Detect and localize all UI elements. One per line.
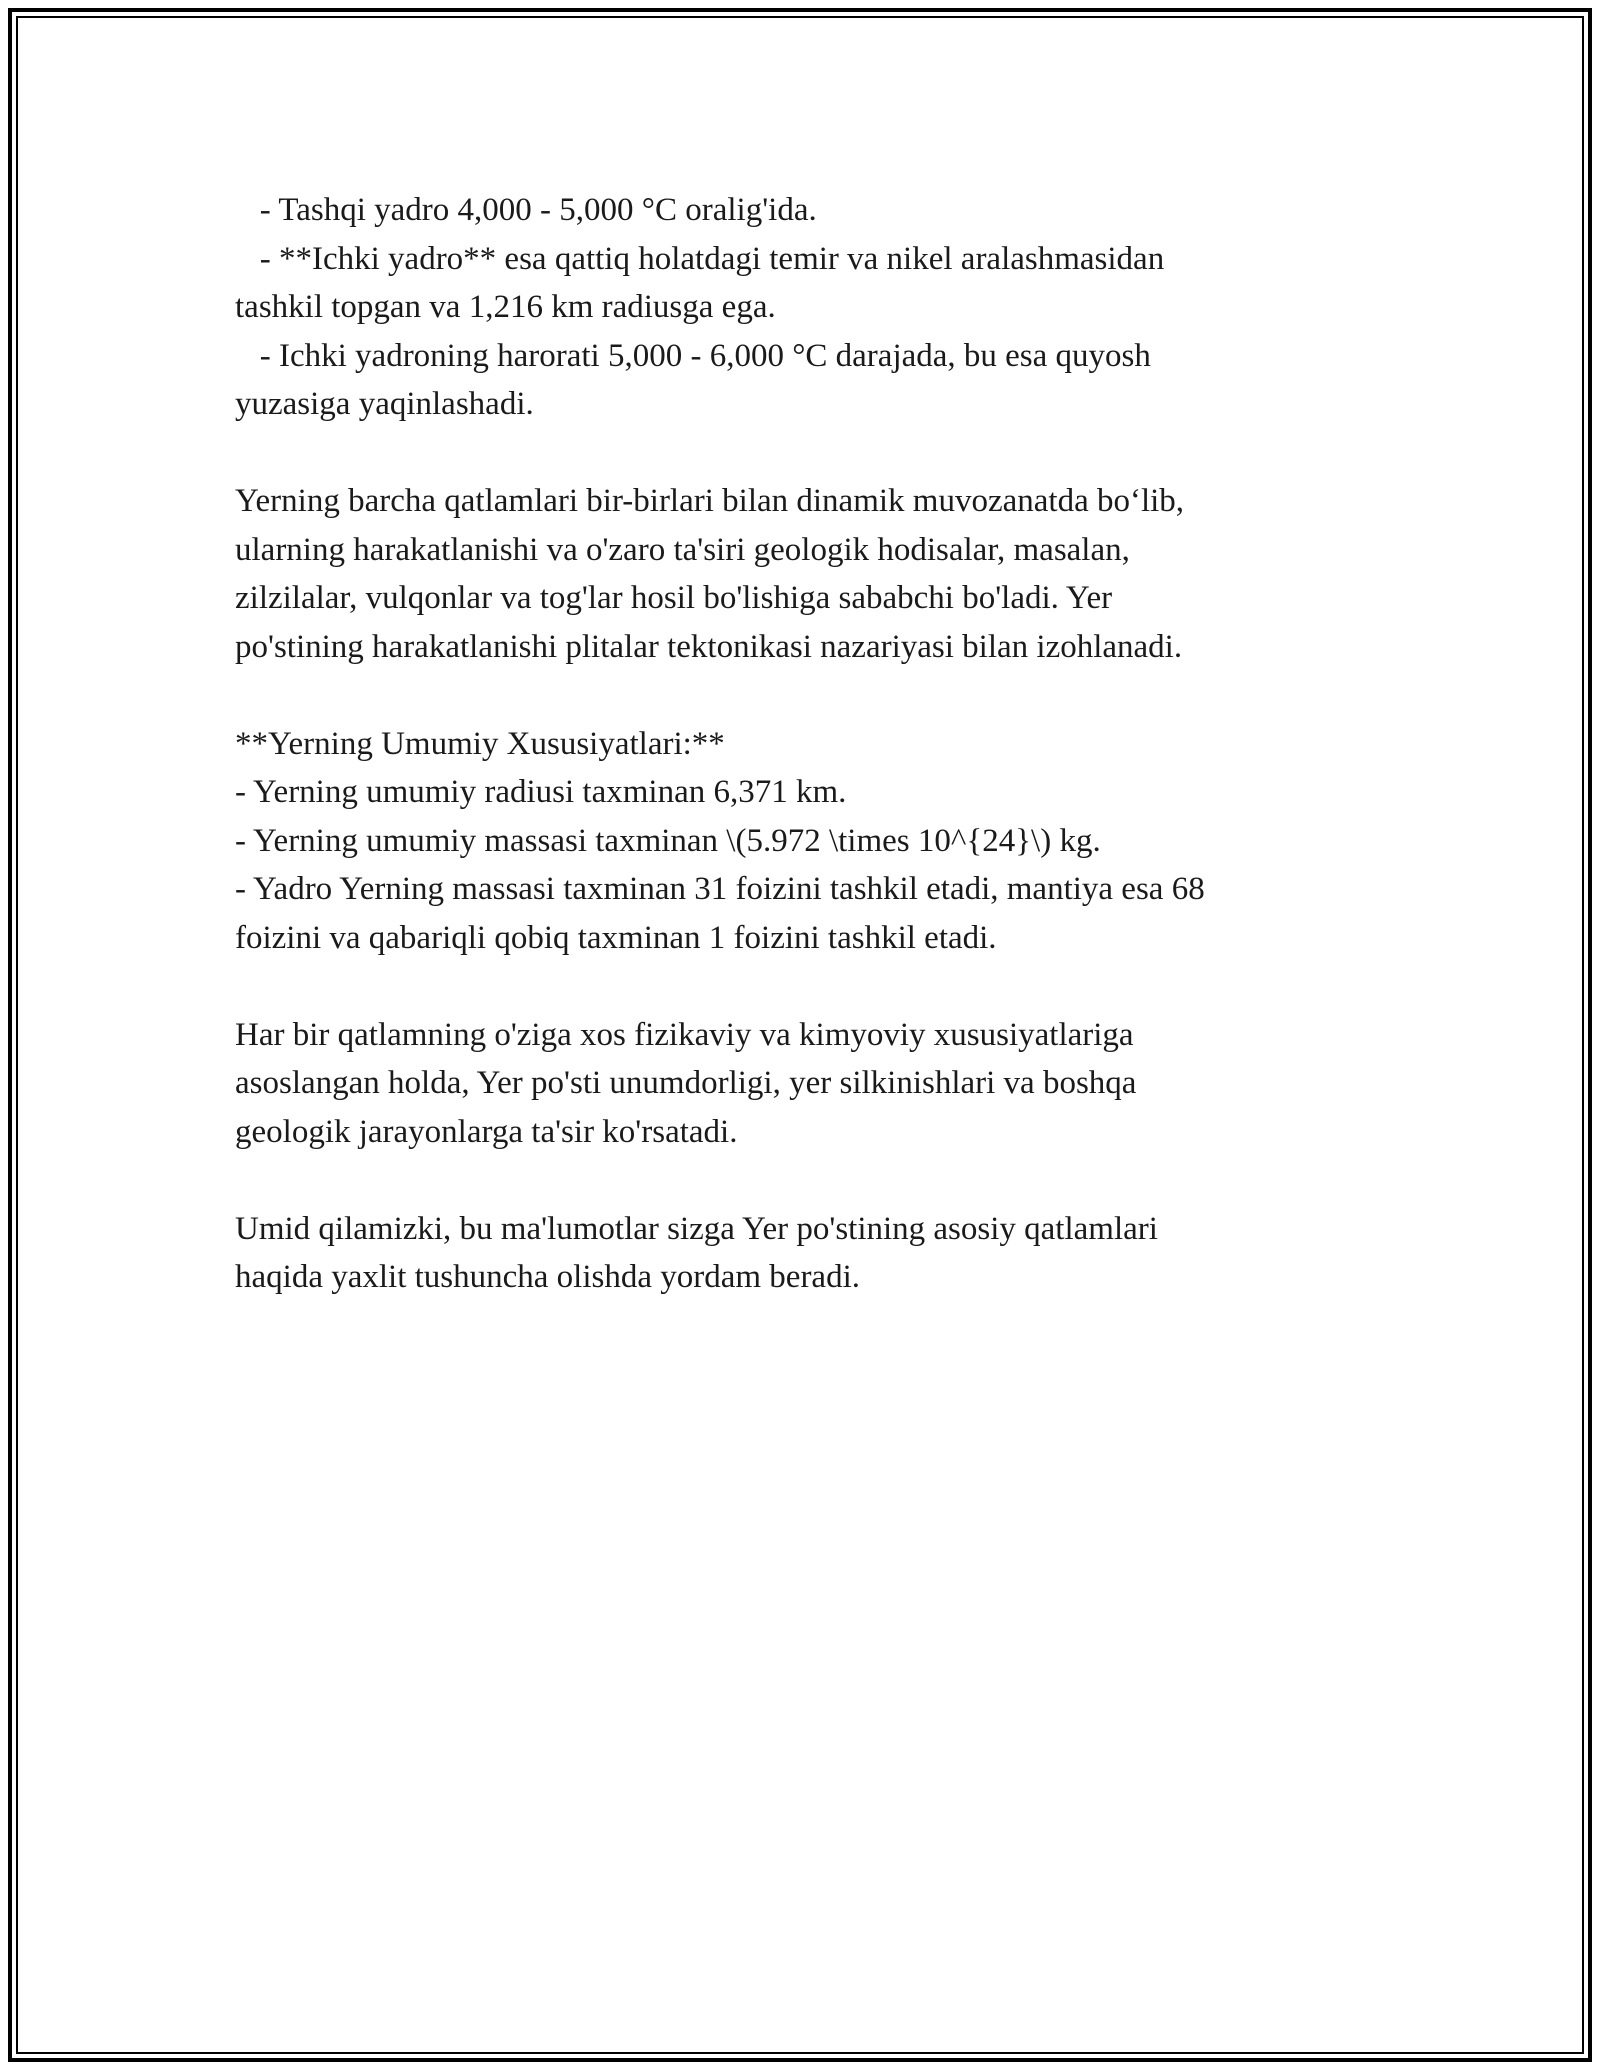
text-line: asoslangan holda, Yer po'sti unumdorligi, yer silkinishlari va boshqa	[235, 1065, 1137, 1101]
text-line: - Tashqi yadro 4,000 - 5,000 °C oralig'ida.	[235, 192, 817, 228]
paragraph-gap	[235, 962, 1355, 1011]
text-line: tashkil topgan va 1,216 km radiusga ega.	[235, 289, 776, 325]
text-line: geologik jarayonlarga ta'sir ko'rsatadi.	[235, 1113, 738, 1150]
text-line: foizini va qabariqli qobiq taxminan 1 foizini tashkil etadi.	[235, 919, 997, 956]
text-line: - Yerning umumiy radiusi taxminan 6,371 km.	[235, 774, 847, 810]
document-body	[235, 186, 1355, 1302]
text-line: - **Ichki yadro** esa qattiq holatdagi temir va nikel aralashmasidan	[235, 240, 1165, 277]
paragraph-gap	[235, 671, 1355, 720]
paragraph-gap	[235, 429, 1355, 478]
text-line: zilzilalar, vulqonlar va tog'lar hosil bo'lishiga sababchi bo'ladi. Yer	[235, 580, 1113, 616]
text-line: Yerning barcha qatlamlari bir-birlari bilan dinamik muvozanatda boʻlib,	[235, 483, 1185, 519]
text-line: - Ichki yadroning harorati 5,000 - 6,000 °C darajada, bu esa quyosh	[235, 337, 1151, 374]
text-line: yuzasiga yaqinlashadi.	[235, 386, 534, 422]
text-line: ularning harakatlanishi va o'zaro ta'siri geologik hodisalar, masalan,	[235, 531, 1130, 568]
text-line: - Yerning umumiy massasi taxminan \(5.972 \times 10^{24}\) kg.	[235, 822, 1101, 859]
text-line: - Yadro Yerning massasi taxminan 31 foizini tashkil etadi, mantiya esa 68	[235, 871, 1205, 907]
text-line: po'stining harakatlanishi plitalar tektonikasi nazariyasi bilan izohlanadi.	[235, 628, 1183, 665]
text-line: Har bir qatlamning o'ziga xos fizikaviy va kimyoviy xususiyatlariga	[235, 1016, 1134, 1053]
paragraph-gap	[235, 1156, 1355, 1205]
text-line: Umid qilamizki, bu ma'lumotlar sizga Yer po'stining asosiy qatlamlari	[235, 1210, 1158, 1247]
text-line: haqida yaxlit tushuncha olishda yordam beradi.	[235, 1259, 861, 1295]
section-heading: **Yerning Umumiy Xususiyatlari:**	[235, 725, 725, 762]
